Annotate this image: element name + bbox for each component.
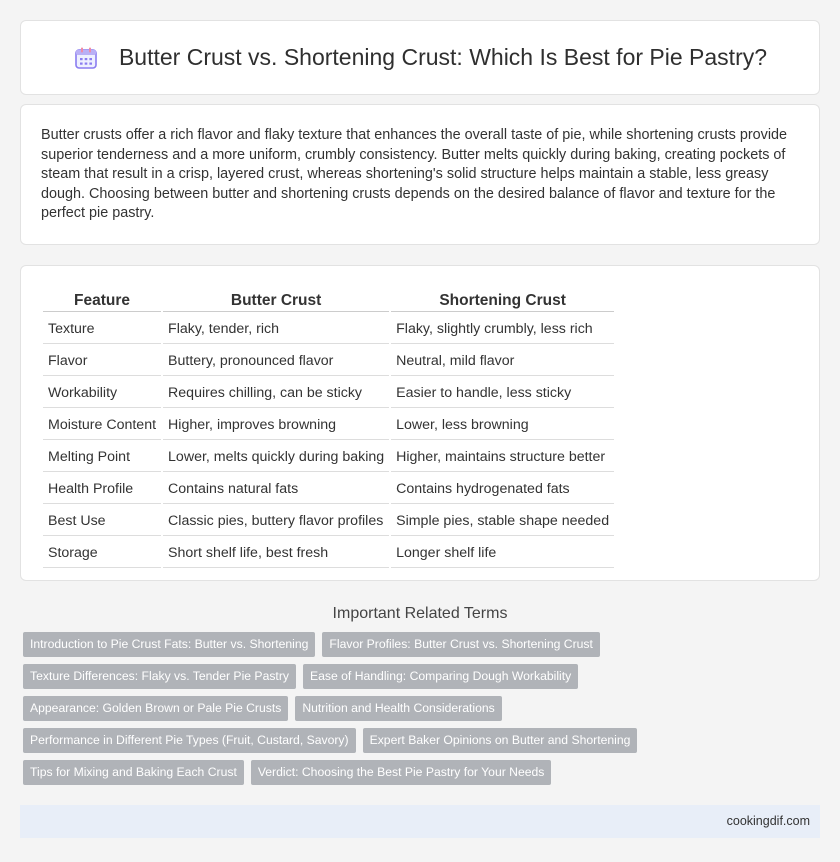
page-header xyxy=(20,20,820,95)
table-row xyxy=(43,410,614,440)
related-term-tag[interactable]: Verdict: Choosing the Best Pie Pastry for Your Needs xyxy=(251,760,552,785)
cell-shortening-crust: Longer shelf life xyxy=(391,538,614,568)
comparison-card xyxy=(20,265,820,581)
related-term-tag[interactable]: Texture Differences: Flaky vs. Tender Pie Pastry xyxy=(23,664,296,689)
table-row xyxy=(43,538,614,568)
cell-butter-crust: Flaky, tender, rich xyxy=(163,314,389,344)
cell-shortening-crust: Higher, maintains structure better xyxy=(391,442,614,472)
footer-site[interactable]: cookingdif.com xyxy=(726,814,810,828)
cell-butter-crust: Contains natural fats xyxy=(163,474,389,504)
table-row xyxy=(43,346,614,376)
table-header-row xyxy=(43,290,614,312)
cell-feature: Texture xyxy=(43,314,161,344)
header-feature: Feature xyxy=(43,290,161,312)
table-row xyxy=(43,474,614,504)
related-term-tag[interactable]: Flavor Profiles: Butter Crust vs. Shortening Crust xyxy=(322,632,599,657)
related-terms-title: Important Related Terms xyxy=(332,604,508,622)
related-terms-section xyxy=(20,605,820,792)
comparison-table xyxy=(41,288,616,570)
table-row xyxy=(43,442,614,472)
table-row xyxy=(43,506,614,536)
intro-text: Butter crusts offer a rich flavor and flaky texture that enhances the overall taste of pie, while shortening crusts provide superior tenderness and a more uniform, crumbly consistency. Butter melts quickly during baking, creating pockets of steam that result in a crisp, layered crust, whereas shortening's solid structure helps maintain a stable, less greasy dough. Choosing between butter and shortening crusts depends on the desired balance of flavor and texture for the perfect pie pastry. xyxy=(41,127,788,221)
cell-shortening-crust: Lower, less browning xyxy=(391,410,614,440)
related-term-tag[interactable]: Introduction to Pie Crust Fats: Butter vs. Shortening xyxy=(23,632,315,657)
table-row xyxy=(43,314,614,344)
cell-shortening-crust: Contains hydrogenated fats xyxy=(391,474,614,504)
cell-shortening-crust: Neutral, mild flavor xyxy=(391,346,614,376)
cell-butter-crust: Buttery, pronounced flavor xyxy=(163,346,389,376)
related-term-tag[interactable]: Ease of Handling: Comparing Dough Workability xyxy=(303,664,578,689)
header-butter-crust: Butter Crust xyxy=(163,290,389,312)
cell-feature: Best Use xyxy=(43,506,161,536)
header-shortening-crust: Shortening Crust xyxy=(391,290,614,312)
cell-butter-crust: Higher, improves browning xyxy=(163,410,389,440)
related-term-tag[interactable]: Expert Baker Opinions on Butter and Shortening xyxy=(363,728,638,753)
related-term-tag[interactable]: Tips for Mixing and Baking Each Crust xyxy=(23,760,244,785)
cell-butter-crust: Classic pies, buttery flavor profiles xyxy=(163,506,389,536)
calendar-icon xyxy=(73,45,99,71)
intro-card xyxy=(20,104,820,245)
cell-feature: Storage xyxy=(43,538,161,568)
related-term-tag[interactable]: Appearance: Golden Brown or Pale Pie Crusts xyxy=(23,696,288,721)
cell-feature: Health Profile xyxy=(43,474,161,504)
page-title: Butter Crust vs. Shortening Crust: Which Is Best for Pie Pastry? xyxy=(118,44,768,70)
page-title-row xyxy=(73,44,767,71)
cell-feature: Flavor xyxy=(43,346,161,376)
related-term-tag[interactable]: Nutrition and Health Considerations xyxy=(295,696,501,721)
footer xyxy=(20,805,820,838)
cell-shortening-crust: Flaky, slightly crumbly, less rich xyxy=(391,314,614,344)
cell-shortening-crust: Simple pies, stable shape needed xyxy=(391,506,614,536)
cell-butter-crust: Requires chilling, can be sticky xyxy=(163,378,389,408)
cell-feature: Workability xyxy=(43,378,161,408)
cell-shortening-crust: Easier to handle, less sticky xyxy=(391,378,614,408)
related-term-tag[interactable]: Performance in Different Pie Types (Fruit, Custard, Savory) xyxy=(23,728,356,753)
cell-butter-crust: Short shelf life, best fresh xyxy=(163,538,389,568)
cell-butter-crust: Lower, melts quickly during baking xyxy=(163,442,389,472)
table-row xyxy=(43,378,614,408)
related-terms-tags xyxy=(20,632,820,792)
cell-feature: Moisture Content xyxy=(43,410,161,440)
cell-feature: Melting Point xyxy=(43,442,161,472)
